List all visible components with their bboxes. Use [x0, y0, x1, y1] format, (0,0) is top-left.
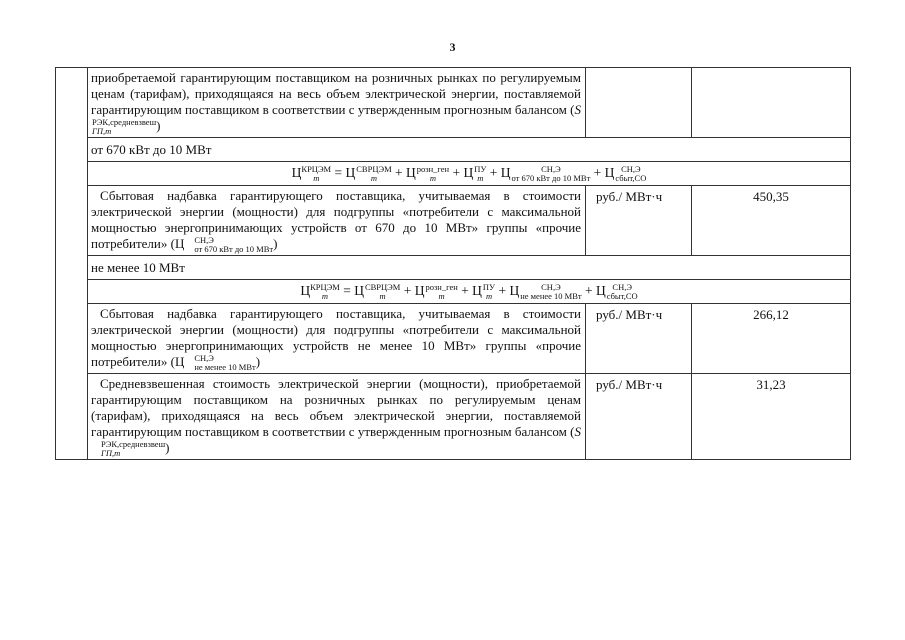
value-cell: 266,12	[692, 304, 851, 374]
description-cell: Сбытовая надбавка гарантирующего поставщика, учитываемая в стоимости электрической энергии (мощности) для подгруппы «потребители с максимальной мощностью энергопринимающих устройств не менее 10 МВт» группы «прочие потребители» (Ц СН,Э не менее 10 МВт )	[88, 304, 586, 374]
formula: Ц КРЦЭМ m = Ц СВРЦЭМ m + Ц розн_ген m + Ц ПУ m + Ц СН,Э от 670 кВт до 10 МВт + Ц СН,Э сбыт,СО	[291, 164, 647, 184]
group-header-cell: от 670 кВт до 10 МВт	[88, 138, 851, 162]
table-row-continuation	[56, 68, 851, 138]
formula-cell	[88, 162, 851, 186]
description-cell: приобретаемой гарантирующим поставщиком на розничных рынках по регулируемым ценам (тарифам), приходящаяся на весь объем электрической энергии, поставляемой гарантирующим поставщиком в соответствии с утвержденным прогнозным балансом (S РЭК,средневзвеш ГП,m )	[88, 68, 586, 138]
value-cell: 450,35	[692, 186, 851, 256]
value-cell	[692, 68, 851, 138]
row-number-cell	[56, 68, 88, 460]
table-row-group-header	[56, 256, 851, 280]
group-header-cell: не менее 10 МВт	[88, 256, 851, 280]
unit-cell: руб./ МВт·ч	[586, 186, 692, 256]
table-row	[56, 186, 851, 256]
tariff-table	[55, 67, 851, 460]
description-cell: Средневзвешенная стоимость электрической энергии (мощности), приобретаемой гарантирующим поставщиком на розничных рынках по регулируемым ценам (тарифам), приходящаяся на весь объем электрической энергии, поставляемой гарантирующим поставщиком в соответствии с утвержденным прогнозным балансом (S РЭК,средневзвеш ГП,m )	[88, 374, 586, 460]
value-cell: 31,23	[692, 374, 851, 460]
table-row-group-header	[56, 138, 851, 162]
table-row	[56, 304, 851, 374]
unit-cell: руб./ МВт·ч	[586, 374, 692, 460]
description-cell: Сбытовая надбавка гарантирующего поставщика, учитываемая в стоимости электрической энергии (мощности) для подгруппы «потребители с максимальной мощностью энергопринимающих устройств от 670 до 10 МВт» группы «прочие потребители» (Ц СН,Э от 670 кВт до 10 МВт )	[88, 186, 586, 256]
unit-cell	[586, 68, 692, 138]
table-row-formula	[56, 162, 851, 186]
formula: Ц КРЦЭМ m = Ц СВРЦЭМ m + Ц розн_ген m + Ц ПУ m + Ц СН,Э не менее 10 МВт + Ц СН,Э сбыт,СО	[300, 282, 638, 302]
table-row	[56, 374, 851, 460]
page-number: 3	[449, 40, 456, 54]
table-row-formula	[56, 280, 851, 304]
unit-cell: руб./ МВт·ч	[586, 304, 692, 374]
formula-cell	[88, 280, 851, 304]
